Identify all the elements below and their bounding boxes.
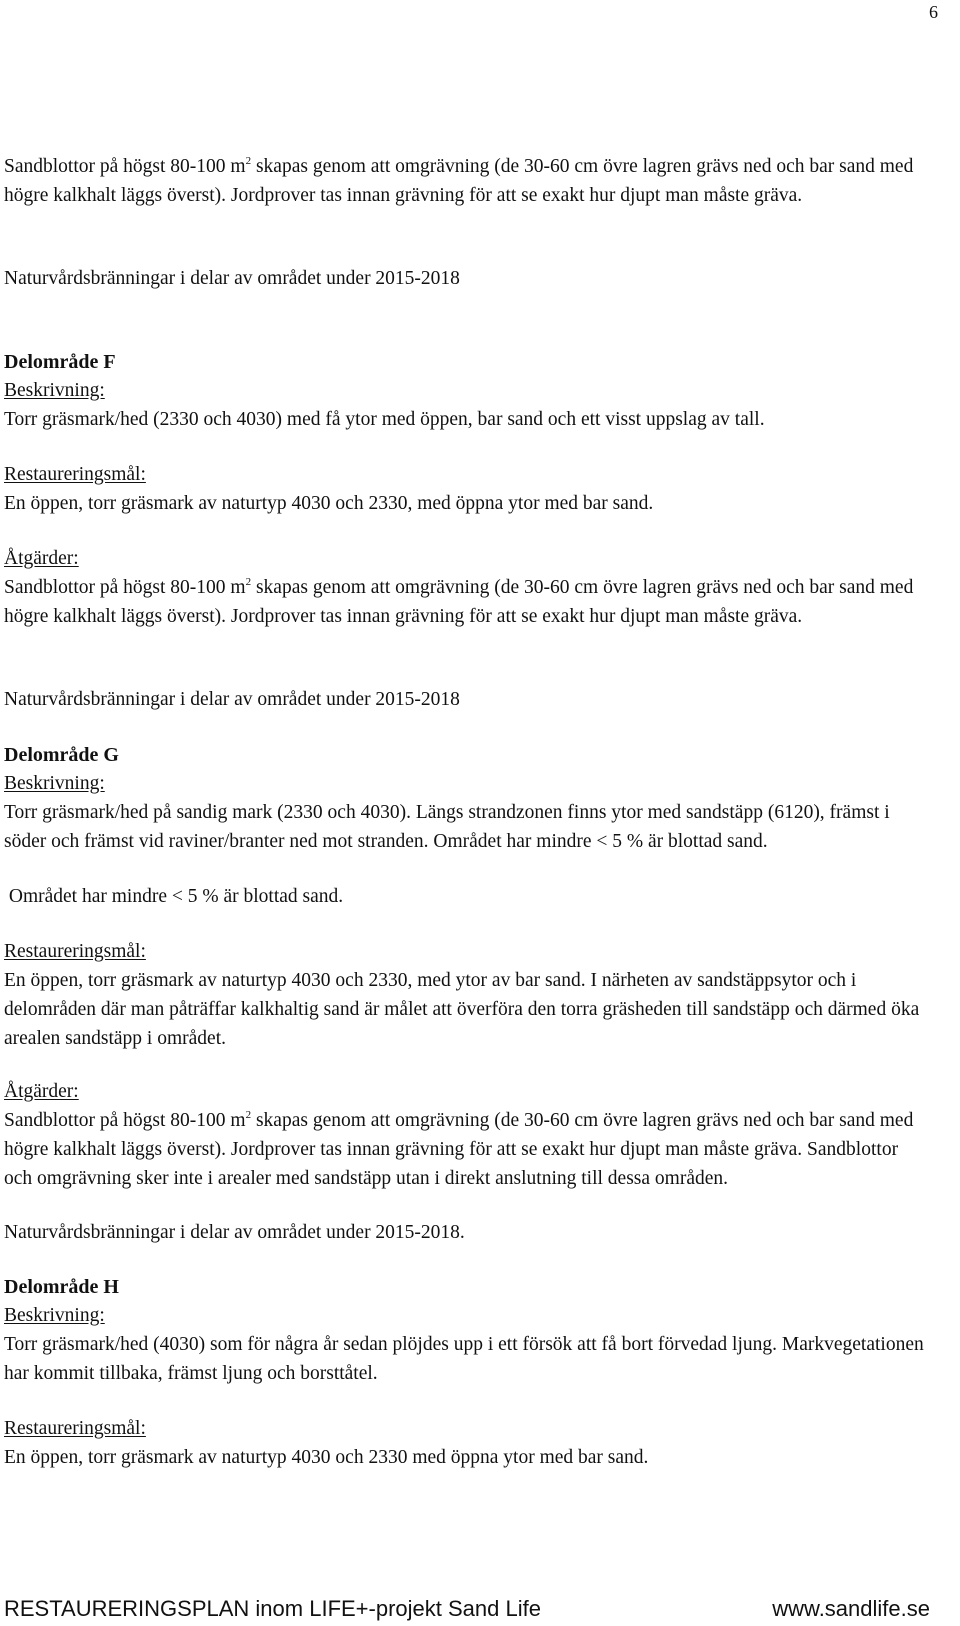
section-h-mal-label: Restaureringsmål: [4, 1418, 146, 1439]
section-h-beskrivning-label: Beskrivning: [4, 1305, 105, 1326]
footer-website-link[interactable]: www.sandlife.se [772, 1596, 930, 1621]
section-f-mal-text: En öppen, torr gräsmark av naturtyp 4030 och 2330, med öppna ytor med bar sand. [4, 493, 654, 514]
section-h-beskrivning-text: Torr gräsmark/hed (4030) som för några år sedan plöjdes upp i ett försök att få bort förvedad ljung. Markvegetationen har kommit tillbaka, främst ljung och borsttåtel. [4, 1334, 924, 1384]
section-g-beskrivning-text: Torr gräsmark/hed på sandig mark (2330 och 4030). Längs strandzonen finns ytor med sandstäpp (6120), främst i söder och främst vid raviner/branter ned mot stranden. Området har mindre < 5 % är blottad sand. [4, 802, 890, 852]
section-f-beskrivning-text: Torr gräsmark/hed (2330 och 4030) med få ytor med öppen, bar sand och ett visst uppslag av tall. [4, 409, 765, 430]
section-f-atgarder-label: Åtgärder: [4, 548, 79, 569]
page-number: 6 [929, 2, 938, 22]
intro-atgarder-text: Sandblottor på högst 80-100 $m^2$ skapas genom att omgrävning (de 30-60 cm övre lagren grävs ned och bar sand med högre kalkhalt läggs överst). Jordprover tas innan grävning för att se exakt hur djupt man måste gräva. [4, 155, 914, 206]
section-g-atgarder-text: Sandblottor på högst 80-100 $m^2$ skapas genom att omgrävning (de 30-60 cm övre lagren grävs ned och bar sand med högre kalkhalt läggs överst). Jordprover tas innan grävning för att se exakt hur djupt man måste gräva. Sandblottor och omgrävning sker inte i arealer med sandstäpp utan i direkt anslutning till dessa områden. [4, 1109, 914, 1189]
intro-burning-text: Naturvårdsbränningar i delar av området under 2015-2018 [4, 268, 460, 289]
section-f-burning-text: Naturvårdsbränningar i delar av området under 2015-2018 [4, 689, 460, 710]
footer-title: RESTAURERINGSPLAN inom LIFE+-projekt Sand Life [4, 1596, 541, 1621]
section-g-mal-label: Restaureringsmål: [4, 941, 146, 962]
section-h-mal-text: En öppen, torr gräsmark av naturtyp 4030 och 2330 med öppna ytor med bar sand. [4, 1447, 649, 1468]
section-f-heading: Delområde F [4, 351, 116, 373]
section-f-beskrivning-label: Beskrivning: [4, 380, 105, 401]
section-h-heading: Delområde H [4, 1276, 119, 1298]
section-f-mal-label: Restaureringsmål: [4, 464, 146, 485]
section-f-atgarder-text: Sandblottor på högst 80-100 $m^2$ skapas genom att omgrävning (de 30-60 cm övre lagren grävs ned och bar sand med högre kalkhalt läggs överst). Jordprover tas innan grävning för att se exakt hur djupt man måste gräva. [4, 576, 914, 627]
section-g-beskrivning-text-2: Området har mindre < 5 % är blottad sand. [4, 886, 344, 907]
page-footer [4, 1592, 930, 1626]
section-g-mal-text: En öppen, torr gräsmark av naturtyp 4030 och 2330, med ytor av bar sand. I närheten av sandstäppsytor och i delområden där man påträffar kalkhaltig sand är målet att överföra den torra gräsheden till sandstäpp och därmed öka arealen sandstäpp i området. [4, 970, 920, 1049]
section-g-burning-text: Naturvårdsbränningar i delar av området under 2015-2018. [4, 1222, 465, 1243]
section-g-beskrivning-label: Beskrivning: [4, 773, 105, 794]
section-g-heading: Delområde G [4, 744, 119, 766]
section-g-atgarder-label: Åtgärder: [4, 1081, 79, 1102]
